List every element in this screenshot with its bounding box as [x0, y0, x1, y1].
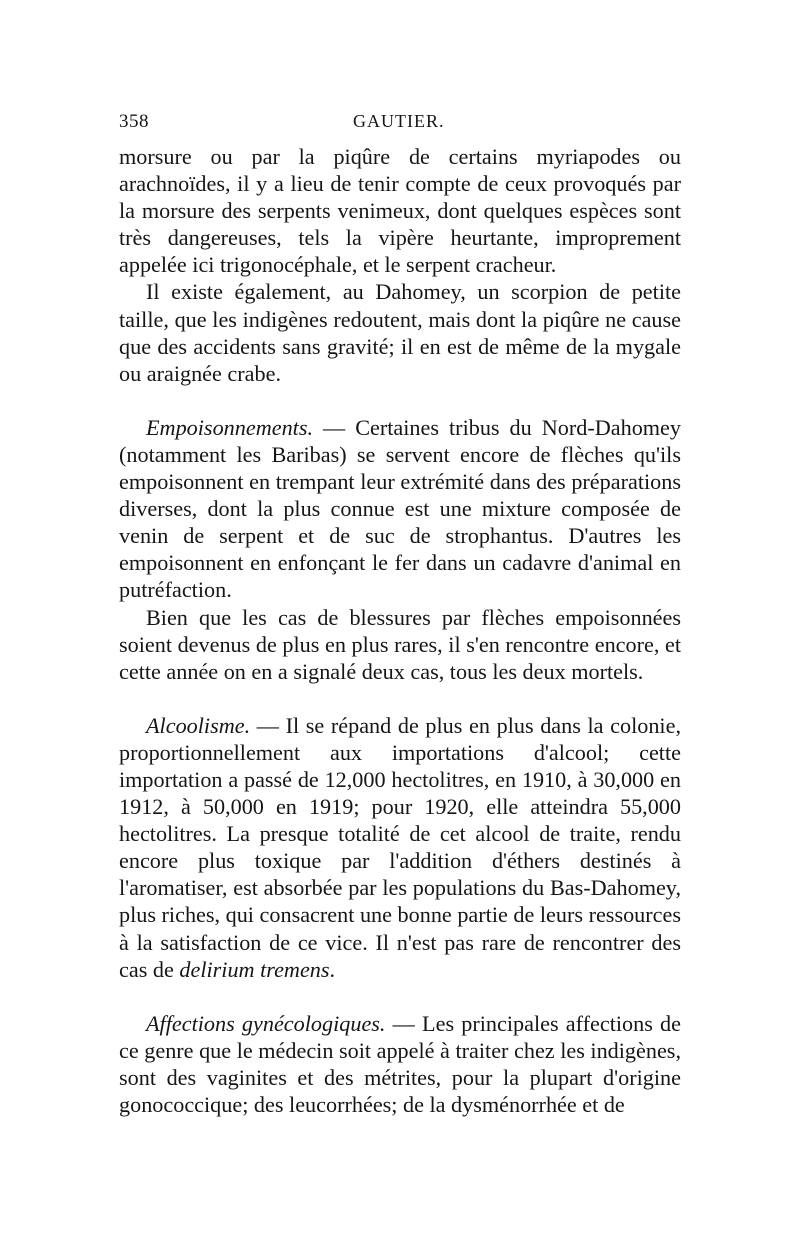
body-text — [119, 143, 681, 1118]
paragraph-scorpion: Il existe également, au Dahomey, un scorpion de petite taille, que les indigènes redoutent, mais dont la piqûre ne cause que des accidents sans gravité; il en est de même de la mygale ou araignée crabe. — [119, 279, 681, 386]
section-alcoolisme — [119, 712, 681, 983]
section-affections — [119, 1010, 681, 1118]
section-text-affections: — Les principales affections de ce genre que le médecin soit appelé à traiter chez les indigènes, sont des vaginites et des métrites, pour la plupart d'origine gonococcique; des leucorrhées; de la dysménorrhée et de — [119, 1010, 681, 1117]
emphasis-delirium-tremens: delirium tremens — [179, 956, 330, 982]
section-end-alcoolisme: . — [329, 956, 336, 982]
running-head: GAUTIER. — [353, 111, 445, 131]
section-title-alcoolisme: Alcoolisme. — [146, 712, 251, 738]
section-title-empoisonnements: Empoisonnements. — [146, 414, 314, 440]
page-number: 358 — [119, 111, 149, 132]
paragraph-continuation: morsure ou par la piqûre de certains myriapodes ou arachnoïdes, il y a lieu de tenir compte de ceux provoqués par la morsure des serpents venimeux, dont quelques espèces sont très dangereuses, tels la vipère heurtante, improprement appelée ici trigonocéphale, et le serpent cracheur. — [119, 144, 681, 278]
section-text-empoisonnements: — Certaines tribus du Nord-Dahomey (notamment les Baribas) se servent encore de flèches qu'ils empoisonnent en trempant leur extrémité dans des préparations diverses, dont la plus connue est une mixture composée de venin de serpent et de suc de strophantus. D'autres les empoisonnent en enfonçant le fer dans un cadavre d'animal en putréfaction. — [119, 414, 681, 603]
section-title-affections: Affections gynécologiques. — [146, 1010, 386, 1036]
paragraph-fleches: Bien que les cas de blessures par flèches empoisonnées soient devenus de plus en plus rares, il s'en rencontre encore, et cette année on en a signalé deux cas, tous les deux mortels. — [119, 604, 681, 684]
section-empoisonnements — [119, 414, 681, 604]
page-header — [119, 111, 681, 137]
section-text-alcoolisme: — Il se répand de plus en plus dans la colonie, proportionnellement aux importations d'alcool; cette importation a passé de 12,000 hectolitres, en 1910, à 30,000 en 1912, à 50,000 en 1919; pour 1920, elle atteindra 55,000 hectolitres. La presque totalité de cet alcool de traite, rendu encore plus toxique par l'addition d'éthers destinés à l'aromatiser, est absorbée par les populations du Bas-Dahomey, plus riches, qui consacrent une bonne partie de leurs ressources à la satisfaction de ce vice. Il n'est pas rare de rencontrer des cas de — [119, 712, 681, 982]
